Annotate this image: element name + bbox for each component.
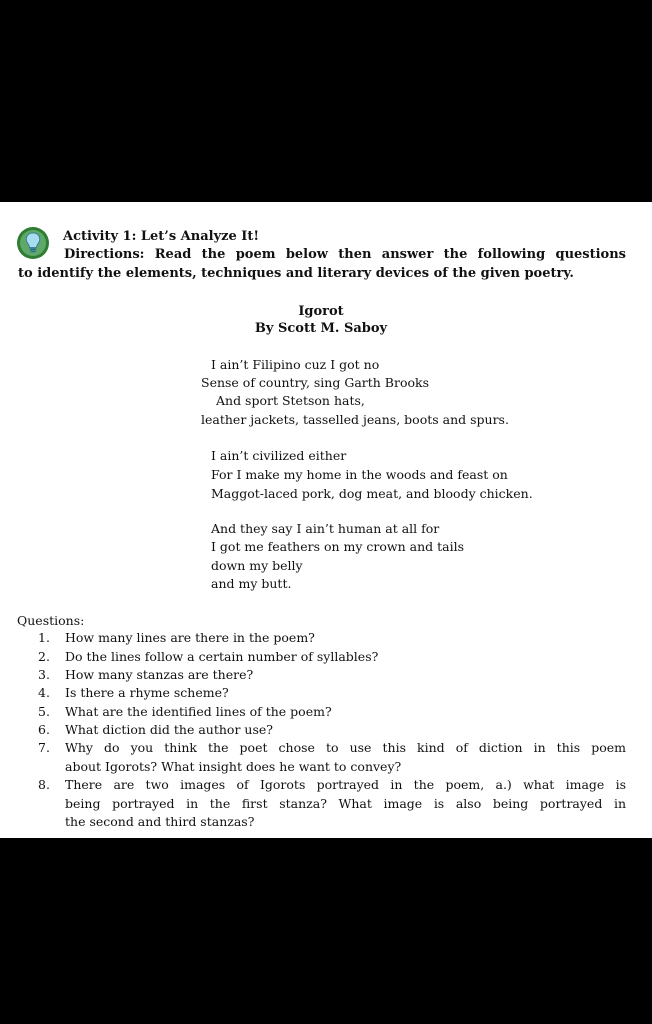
lightbulb-icon bbox=[16, 226, 50, 260]
question-text: Do the lines follow a certain number of syllables? bbox=[65, 649, 379, 664]
poem-line: and my butt. bbox=[211, 576, 292, 591]
poem-line: Maggot-laced pork, dog meat, and bloody chicken. bbox=[211, 486, 533, 501]
question-number: 1. bbox=[38, 630, 50, 645]
question-number: 2. bbox=[38, 649, 50, 664]
poem-line: down my belly bbox=[211, 558, 303, 573]
question-number: 7. bbox=[38, 740, 50, 755]
poem-line: Sense of country, sing Garth Brooks bbox=[201, 375, 429, 390]
question-text: being portrayed in the first stanza? What image is also being portrayed in bbox=[65, 796, 626, 811]
poem-line: And sport Stetson hats, bbox=[216, 393, 365, 408]
question-text: Is there a rhyme scheme? bbox=[65, 685, 229, 700]
question-text: the second and third stanzas? bbox=[65, 814, 255, 829]
poem-author: By Scott M. Saboy bbox=[254, 321, 388, 336]
poem-line: And they say I ain’t human at all for bbox=[211, 521, 440, 536]
question-number: 3. bbox=[38, 667, 50, 682]
question-number: 8. bbox=[38, 777, 50, 792]
poem-line: For I make my home in the woods and feast on bbox=[211, 467, 508, 482]
poem-title: Igorot bbox=[298, 304, 344, 319]
question-text: about Igorots? What insight does he want to convey? bbox=[65, 759, 402, 774]
question-text: There are two images of Igorots portrayed in the poem, a.) what image is bbox=[65, 777, 626, 792]
directions-line-2: to identify the elements, techniques and literary devices of the given poetry. bbox=[18, 266, 574, 281]
poem-line: I got me feathers on my crown and tails bbox=[211, 539, 464, 554]
question-number: 6. bbox=[38, 722, 50, 737]
poem-line: leather jackets, tasselled jeans, boots and spurs. bbox=[201, 412, 509, 427]
poem-line: I ain’t Filipino cuz I got no bbox=[211, 357, 380, 372]
question-text: What are the identified lines of the poem? bbox=[65, 704, 332, 719]
activity-title: Activity 1: Let’s Analyze It! bbox=[63, 229, 260, 244]
question-text: What diction did the author use? bbox=[65, 722, 273, 737]
question-number: 4. bbox=[38, 685, 50, 700]
poem-line: I ain’t civilized either bbox=[211, 448, 347, 463]
questions-heading: Questions: bbox=[17, 613, 85, 628]
question-number: 5. bbox=[38, 704, 50, 719]
question-text: How many lines are there in the poem? bbox=[65, 630, 315, 645]
question-text: Why do you think the poet chose to use this kind of diction in this poem bbox=[65, 740, 626, 755]
directions-line-1: Directions: Read the poem below then answer the following questions bbox=[64, 247, 626, 262]
question-text: How many stanzas are there? bbox=[65, 667, 254, 682]
